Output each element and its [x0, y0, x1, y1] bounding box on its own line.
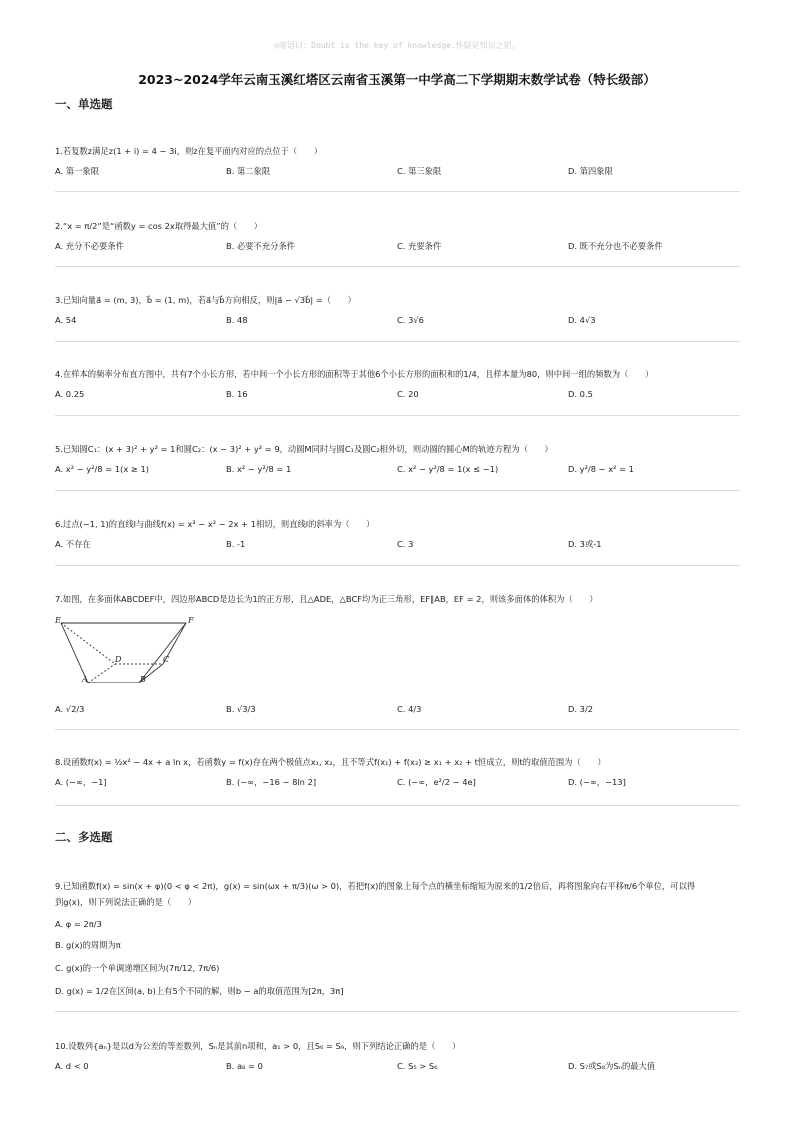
option-c[interactable]: C. 充要条件	[397, 241, 442, 251]
question-stem: 5.已知圆C₁：(x + 3)² + y² = 1和圆C₂：(x − 3)² + y² = 9，动圆M同时与圆C₁及圆C₂相外切，则动圆的圆心M的轨迹方程为（ ）	[55, 444, 553, 454]
option-d[interactable]: D. y²/8 − x² = 1	[568, 464, 634, 474]
question-stem: 2.“x = π/2”是“函数y = cos 2x取得最大值”的（ ）	[55, 221, 263, 231]
option-c[interactable]: C. (−∞，e²/2 − 4e]	[397, 777, 476, 787]
question-8	[55, 756, 740, 792]
divider	[55, 805, 740, 806]
option-a[interactable]: A. d < 0	[55, 1061, 89, 1071]
option-b[interactable]: B. 第二象限	[226, 166, 271, 176]
question-7	[55, 593, 740, 719]
page-watermark: ◎寄语曰：Doubt is the key of knowledge.怀疑是知识之钥。	[274, 41, 520, 50]
question-stem: 4.在样本的频率分布直方图中，共有7个小长方形，若中间一个小长方形的面积等于其他6个小长方形的面积和的1/4，且样本量为80，则中间一组的频数为（ ）	[55, 369, 654, 379]
option-d[interactable]: D. S₇或S₈为Sₙ的最大值	[568, 1061, 656, 1071]
option-d[interactable]: D. (−∞，−13]	[568, 777, 626, 787]
option-a[interactable]: A. 54	[55, 315, 77, 325]
option-d[interactable]: D. 既不充分也不必要条件	[568, 241, 663, 251]
divider	[55, 266, 740, 267]
option-b[interactable]: B. √3/3	[226, 704, 256, 714]
option-c[interactable]: C. 3	[397, 539, 414, 549]
divider	[55, 565, 740, 566]
label-b: B	[140, 675, 146, 683]
section-multiple-choice: 二、多选题	[55, 830, 113, 844]
label-c: C	[163, 655, 170, 664]
question-9	[55, 880, 740, 997]
option-c[interactable]: C. S₅ > S₆	[397, 1061, 438, 1071]
question-6	[55, 518, 740, 554]
label-a: A	[82, 675, 88, 683]
edge-ed	[61, 623, 115, 664]
question-stem: 10.设数列{aₙ}是以d为公差的等差数列，Sₙ是其前n项和，a₁ > 0，且S₆ = S₉，则下列结论正确的是（ ）	[55, 1041, 461, 1051]
question-stem: 8.设函数f(x) = ½x² − 4x + a ln x，若函数y = f(x)存在两个极值点x₁, x₂，且不等式f(x₁) + f(x₂) ≥ x₁ + x₂ + t恒成立，则t的取值范围为（ ）	[55, 757, 606, 767]
option-c[interactable]: C. 4/3	[397, 704, 422, 714]
option-c[interactable]: C. 第三象限	[397, 166, 442, 176]
option-a[interactable]: A. √2/3	[55, 704, 85, 714]
option-a[interactable]: A. φ = 2π/3	[55, 919, 102, 929]
option-b[interactable]: B. -1	[226, 539, 246, 549]
question-stem: 1.若复数z满足z(1 + i) = 4 − 3i，则z在复平面内对应的点位于（ ）	[55, 146, 323, 156]
option-a[interactable]: A. 0.25	[55, 389, 85, 399]
option-d[interactable]: D. 0.5	[568, 389, 593, 399]
option-a[interactable]: A. x² − y²/8 = 1(x ≥ 1)	[55, 464, 149, 474]
polyhedron-figure	[55, 611, 205, 683]
option-b[interactable]: B. 48	[226, 315, 248, 325]
option-d[interactable]: D. g(x) = 1/2在区间(a, b)上有5个不同的解，则b − a的取值范围为[2π，3π]	[55, 986, 344, 996]
option-a[interactable]: A. 第一象限	[55, 166, 99, 176]
divider	[55, 729, 740, 730]
question-stem: 9.已知函数f(x) = sin(x + φ)(0 < φ < 2π)，g(x) = sin(ωx + π/3)(ω > 0)，若把f(x)的图象上每个点的横坐标缩短为原来的1/2倍后，再将图象向右平移π/6个单位，可以得	[55, 881, 696, 891]
option-d[interactable]: D. 3/2	[568, 704, 594, 714]
question-10	[55, 1040, 740, 1076]
option-d[interactable]: D. 3或-1	[568, 539, 602, 549]
question-1	[55, 145, 740, 181]
option-b[interactable]: B. a₈ = 0	[226, 1061, 263, 1071]
edge-ad	[88, 664, 115, 683]
option-a[interactable]: A. (−∞，−1]	[55, 777, 107, 787]
label-e: E	[55, 616, 61, 625]
option-a[interactable]: A. 充分不必要条件	[55, 241, 124, 251]
option-b[interactable]: B. 必要不充分条件	[226, 241, 296, 251]
edge-ea	[61, 623, 88, 683]
divider	[55, 490, 740, 491]
option-c[interactable]: C. g(x)的一个单调递增区间为(7π/12, 7π/6)	[55, 963, 220, 973]
divider	[55, 1011, 740, 1012]
label-f: F	[188, 616, 194, 625]
option-c[interactable]: C. 20	[397, 389, 419, 399]
option-a[interactable]: A. 不存在	[55, 539, 91, 549]
divider	[55, 191, 740, 192]
label-d: D	[115, 655, 122, 664]
option-b[interactable]: B. (−∞，−16 − 8ln 2]	[226, 777, 317, 787]
question-stem: 6.过点(−1, 1)的直线l与曲线f(x) = x³ − x² − 2x + 1相切，则直线l的斜率为（ ）	[55, 519, 375, 529]
option-b[interactable]: B. x² − y²/8 = 1	[226, 464, 292, 474]
exam-title: 2023~2024学年云南玉溪红塔区云南省玉溪第一中学高二下学期期末数学试卷（特长级部）	[138, 72, 656, 87]
question-stem: 7.如图，在多面体ABCDEF中，四边形ABCD是边长为1的正方形，且△ADE，△BCF均为正三角形，EF∥AB，EF = 2，则该多面体的体积为（ ）	[55, 594, 598, 604]
divider	[55, 341, 740, 342]
question-stem-continued: 到g(x)，则下列说法正确的是（ ）	[55, 897, 197, 907]
option-b[interactable]: B. g(x)的周期为π	[55, 940, 121, 950]
option-c[interactable]: C. x² − y²/8 = 1(x ≤ −1)	[397, 464, 499, 474]
option-d[interactable]: D. 第四象限	[568, 166, 613, 176]
question-2	[55, 220, 740, 256]
section-single-choice: 一、单选题	[55, 97, 113, 111]
edge-bf	[139, 623, 186, 683]
question-stem: 3.已知向量a⃗ = (m, 3)，b⃗ = (1, m)，若a⃗与b⃗方向相反，则|a⃗ − √3b⃗| =（ ）	[55, 295, 356, 305]
option-b[interactable]: B. 16	[226, 389, 248, 399]
question-3	[55, 294, 740, 330]
option-c[interactable]: C. 3√6	[397, 315, 424, 325]
question-4	[55, 368, 740, 404]
divider	[55, 415, 740, 416]
question-5	[55, 443, 740, 479]
option-d[interactable]: D. 4√3	[568, 315, 596, 325]
